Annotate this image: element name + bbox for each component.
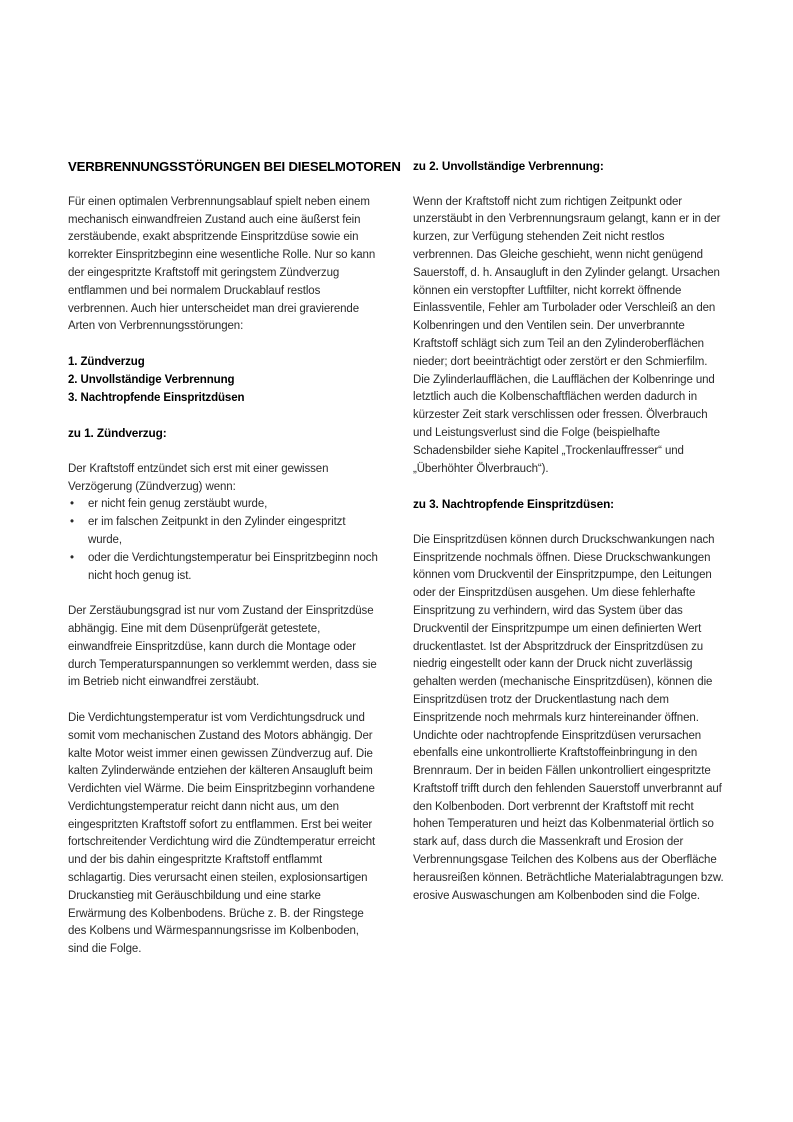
section-1-lead: Der Kraftstoff entzündet sich erst mit einer gewissen Verzögerung (Zündverzug) wenn:: [68, 462, 329, 493]
two-column-layout: [68, 158, 725, 977]
section-1-paragraph-compression-temperature: Die Verdichtungstemperatur ist vom Verdichtungsdruck und somit vom mechanischen Zustand des Motors abhängig. Der kalte Motor weist immer einen gewissen Zündverzug auf. Die kalten Zylinderwände entziehen der kälteren Ansaugluft beim Verdichten viel Wärme. Die beim Einspritzbeginn vorhandene Verdichtungstemperatur reicht dann nicht aus, um den eingespritzten Kraftstoff sofort zu entflammen. Erst bei weiter fortschreitender Verdichtung wird die Zündtemperatur erreicht und der bis dahin eingespritzte Kraftstoff entflammt schlagartig. Dies verursacht einen steilen, explosionsartigen Druckanstieg mit Geräuschbildung und eine starke Erwärmung des Kolbenbodens. Brüche z. B. der Ringstege des Kolbens und Wärmespannungsrisse im Kolbenboden, sind die Folge.: [68, 711, 376, 956]
list-item: 3. Nachtropfende Einspritzdüsen: [68, 391, 245, 404]
intro-paragraph: Für einen optimalen Verbrennungsablauf spielt neben einem mechanisch einwandfreien Zustand auch eine äußerst fein zerstäubende, exakt abspritzende Einspritzdüse sowie ein korrekter Einspritzbeginn eine wesentliche Rolle. Nur so kann der eingespritzte Kraftstoff mit geringstem Zündverzug entflammen und bei normalem Druckablauf restlos verbrennen. Auch hier unterscheidet man drei gravierende Arten von Verbrennungsstörungen:: [68, 195, 376, 333]
section-2-heading: zu 2. Unvollständige Verbrennung:: [413, 159, 604, 173]
bullet-item: • er im falschen Zeitpunkt in den Zylinder eingespritzt wurde,: [68, 514, 380, 550]
page-title: VERBRENNUNGSSTÖRUNGEN BEI DIESELMOTOREN: [68, 159, 401, 174]
section-1-paragraph-atomization: Der Zerstäubungsgrad ist nur vom Zustand der Einspritzdüse abhängig. Eine mit dem Düsenprüfgerät getestete, einwandfreie Einspritzdüse, kann durch die Montage oder durch Temperaturspannungen so verklemmt werden, dass sie im Betrieb nicht einwandfrei zerstäubt.: [68, 605, 377, 689]
list-item: 2. Unvollständige Verbrennung: [68, 373, 235, 386]
list-item: 1. Zündverzug: [68, 355, 145, 368]
section-2-paragraph: Wenn der Kraftstoff nicht zum richtigen Zeitpunkt oder unzerstäubt in den Verbrennungsraum gelangt, kann er in der kurzen, zur Verfügung stehenden Zeit nicht restlos verbrennen. Das Gleiche geschieht, wenn nicht genügend Sauerstoff, d. h. Ansaugluft in den Zylinder gelangt. Ursachen können ein verstopfter Luftfilter, nicht korrekt öffnende Einlassventile, Fehler am Turbolader oder Verschleiß an den Kolbenringen und den Ventilen sein. Der unverbrannte Kraftstoff schlägt sich zum Teil an den Zylinderoberflächen nieder; dort beeinträchtigt oder zerstört er den Schmierfilm. Die Zylinderlaufflächen, die Laufflächen der Kolbenringe und letztlich auch die Kolbenschaftflächen werden dadurch in kürzester Zeit stark verschlissen oder fressen. Ölverbrauch und Leistungsverlust sind die Folge (beispielhafte Schadensbilder siehe Kapitel „Trockenlauffresser“ und „Überhöhter Ölverbrauch“).: [413, 195, 721, 475]
section-1-heading: zu 1. Zündverzug:: [68, 426, 167, 441]
ignition-delay-causes-list: [68, 496, 380, 585]
section-3-heading: zu 3. Nachtropfende Einspritzdüsen:: [413, 497, 614, 512]
section-3-paragraph: Die Einspritzdüsen können durch Druckschwankungen nach Einspritzende nochmals öffnen. Diese Druckschwankungen können vom Druckventil der Einspritzpumpe, den Leitungen oder der Einspritzdüsen ausgehen. Um diese fehlerhafte Einspritzung zu verhindern, wird das System über das Druckventil der Einspritzpumpe um einen definierten Wert druckentlastet. Ist der Abspritzdruck der Einspritzdüsen zu niedrig eingestellt oder kann der Druck nicht zuverlässig gehalten werden (mechanische Einspritzdüsen), können die Einspritzdüsen trotz der Druckentlastung nach dem Einspritzende noch mehrmals kurz hintereinander öffnen. Undichte oder nachtropfende Einspritzdüsen verursachen ebenfalls eine unkontrollierte Kraftstoffeinbringung in den Brennraum. Der in beiden Fällen unkontrolliert eingespritzte Kraftstoff trifft durch den fehlenden Sauerstoff unverbrannt auf den Kolbenboden. Dort verbrennt der Kraftstoff mit recht hohen Temperaturen und heizt das Kolbenmaterial örtlich so stark auf, dass durch die Massenkraft und Erosion der Verbrennungsgase Teilchen des Kolbens aus der Oberfläche herausreißen können. Beträchtliche Materialabtragungen bzw. erosive Auswaschungen am Kolbenboden sind die Folge.: [413, 533, 724, 902]
left-column: [68, 158, 401, 977]
failure-types-list: [68, 354, 380, 407]
bullet-item: • oder die Verdichtungstemperatur bei Einspritzbeginn noch nicht hoch genug ist.: [68, 550, 380, 586]
right-column: [413, 158, 725, 977]
bullet-item: • er nicht fein genug zerstäubt wurde,: [68, 496, 380, 514]
